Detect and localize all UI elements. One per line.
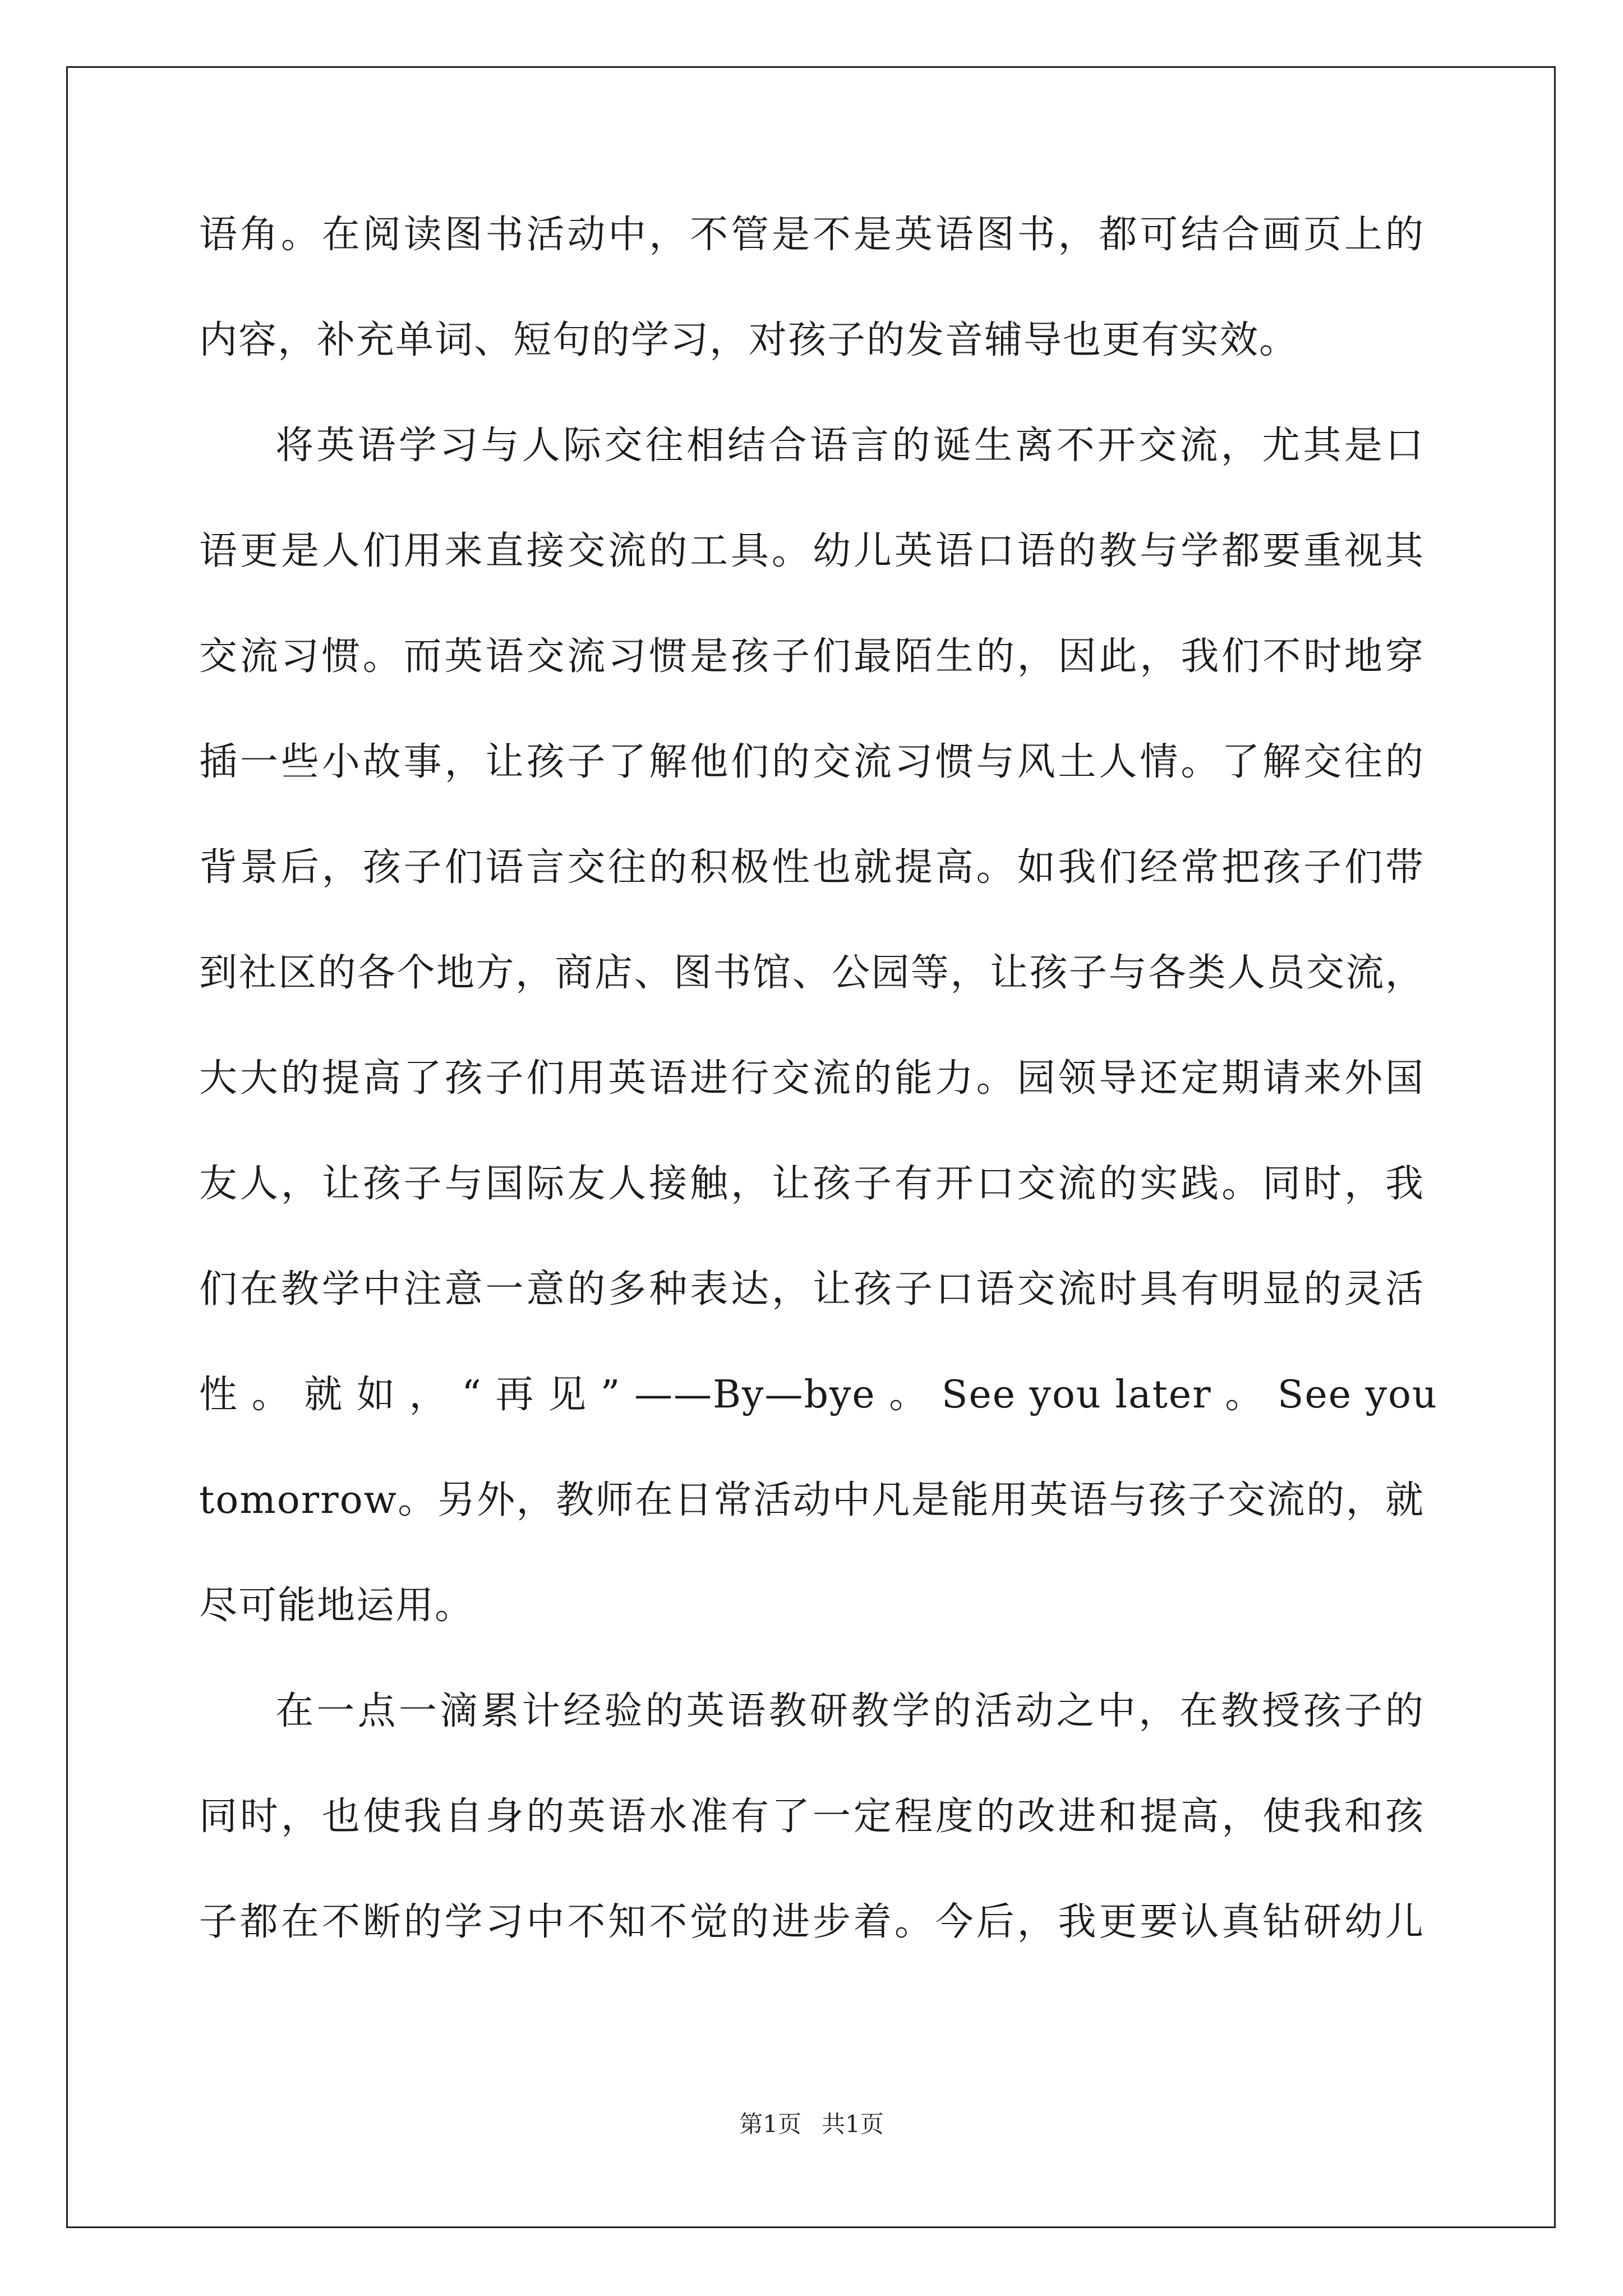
- text-line: 内容，补充单词、短句的学习，对孩子的发音辅导也更有实效。: [199, 318, 1299, 362]
- text-line: 插一些小故事，让孩子了解他们的交流习惯与风土人情。了解交往的: [199, 740, 1424, 784]
- text-line: 语更是人们用来直接交流的工具。幼儿英语口语的教与学都要重视其: [199, 529, 1424, 573]
- text-line: 子都在不断的学习中不知不觉的进步着。今后，我更要认真钻研幼儿: [199, 1900, 1424, 1944]
- text-line: 同时，也使我自身的英语水准有了一定程度的改进和提高，使我和孩: [199, 1795, 1424, 1839]
- text-line: 大大的提高了孩子们用英语进行交流的能力。园领导还定期请来外国: [199, 1056, 1424, 1101]
- text-line: 到社区的各个地方，商店、图书馆、公园等，让孩子与各类人员交流，: [199, 951, 1424, 995]
- text-line: 交流习惯。而英语交流习惯是孩子们最陌生的，因此，我们不时地穿: [199, 634, 1424, 679]
- text-line: tomorrow。另外，教师在日常活动中凡是能用英语与孩子交流的，就: [199, 1478, 1424, 1522]
- page-number: 第1页: [739, 2110, 801, 2138]
- paragraph-start-line: 在一点一滴累计经验的英语教研教学的活动之中，在教授孩子的: [275, 1689, 1424, 1733]
- paragraph-start-line: 将英语学习与人际交往相结合语言的诞生离不开交流，尤其是口: [275, 424, 1424, 468]
- text-line: 性 。 就 如 ， “ 再 见 ” ——By—bye 。 See you later 。 See you: [199, 1373, 1438, 1417]
- text-line: 语角。在阅读图书活动中，不管是不是英语图书，都可结合画页上的: [199, 213, 1424, 257]
- page-total: 共1页: [822, 2110, 884, 2138]
- text-line: 友人，让孩子与国际友人接触，让孩子有开口交流的实践。同时，我: [199, 1162, 1424, 1206]
- page-footer: [0, 2110, 1623, 2138]
- text-line: 背景后，孩子们语言交往的积极性也就提高。如我们经常把孩子们带: [199, 845, 1424, 890]
- text-line: 尽可能地运用。: [199, 1584, 474, 1628]
- document-body: [199, 209, 1438, 2001]
- text-line: 们在教学中注意一意的多种表达，让孩子口语交流时具有明显的灵活: [199, 1267, 1424, 1312]
